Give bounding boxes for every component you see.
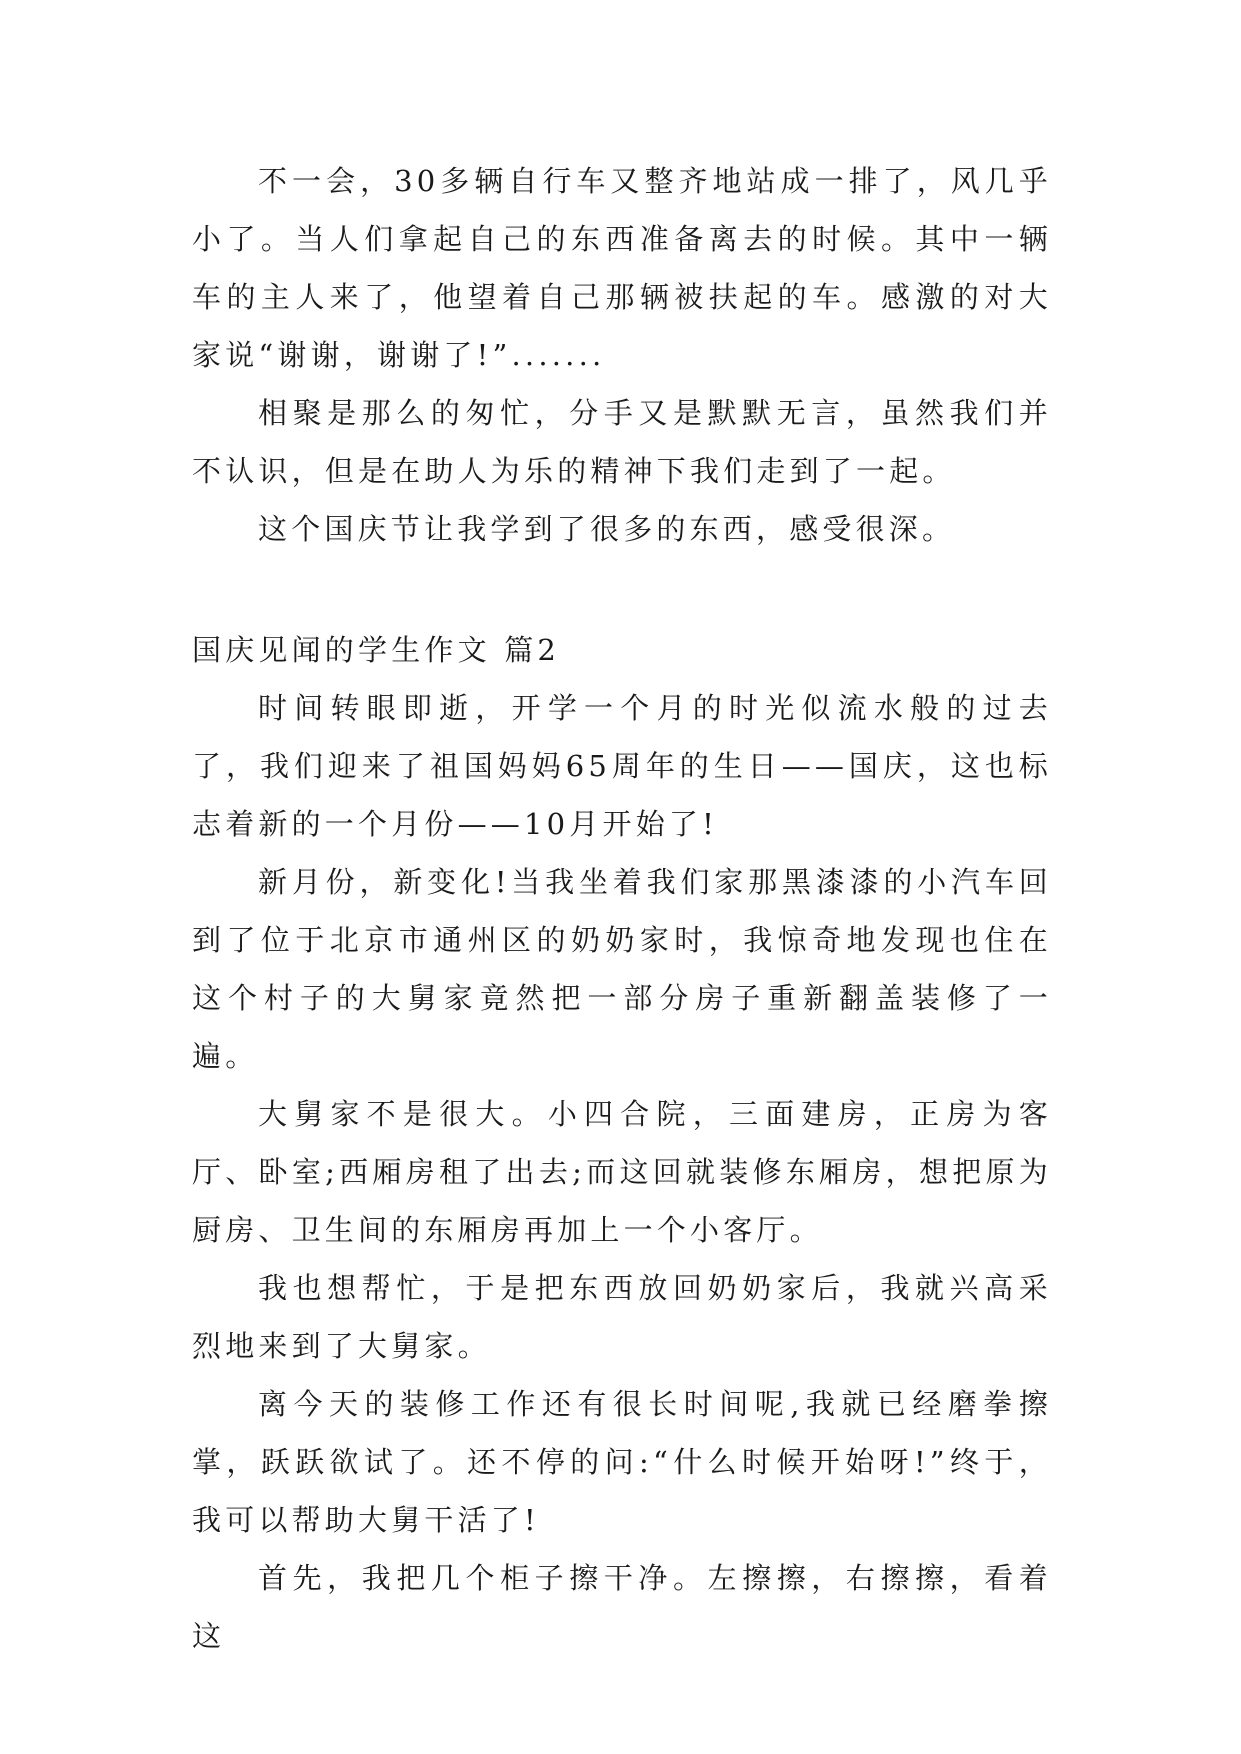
paragraph: 时间转眼即逝，开学一个月的时光似流水般的过去了，我们迎来了祖国妈妈65周年的生日——国庆，这也标志着新的一个月份——10月开始了!	[192, 691, 1052, 841]
section-heading: 国庆见闻的学生作文 篇2	[192, 633, 561, 667]
paragraph: 我也想帮忙，于是把东西放回奶奶家后，我就兴高采烈地来到了大舅家。	[192, 1271, 1052, 1363]
section-2	[192, 621, 1052, 1665]
paragraph: 离今天的装修工作还有很长时间呢,我就已经磨拳擦掌，跃跃欲试了。还不停的问:“什么时候开始呀!”终于，我可以帮助大舅干活了!	[192, 1387, 1052, 1537]
paragraph: 相聚是那么的匆忙，分手又是默默无言，虽然我们并不认识，但是在助人为乐的精神下我们走到了一起。	[192, 396, 1052, 488]
paragraph: 首先，我把几个柜子擦干净。左擦擦，右擦擦，看着这	[192, 1561, 1052, 1653]
paragraph: 这个国庆节让我学到了很多的东西，感受很深。	[258, 512, 956, 546]
paragraph: 大舅家不是很大。小四合院，三面建房，正房为客厅、卧室;西厢房租了出去;而这回就装修东厢房，想把原为厨房、卫生间的东厢房再加上一个小客厅。	[192, 1097, 1052, 1247]
paragraph: 不一会，30多辆自行车又整齐地站成一排了，风几乎小了。当人们拿起自己的东西准备离去的时候。其中一辆车的主人来了，他望着自己那辆被扶起的车。感激的对大家说“谢谢，谢谢了!”.......	[192, 164, 1052, 372]
section-1	[192, 152, 1052, 558]
paragraph: 新月份，新变化!当我坐着我们家那黑漆漆的小汽车回到了位于北京市通州区的奶奶家时，我惊奇地发现也住在这个村子的大舅家竟然把一部分房子重新翻盖装修了一遍。	[192, 865, 1052, 1073]
